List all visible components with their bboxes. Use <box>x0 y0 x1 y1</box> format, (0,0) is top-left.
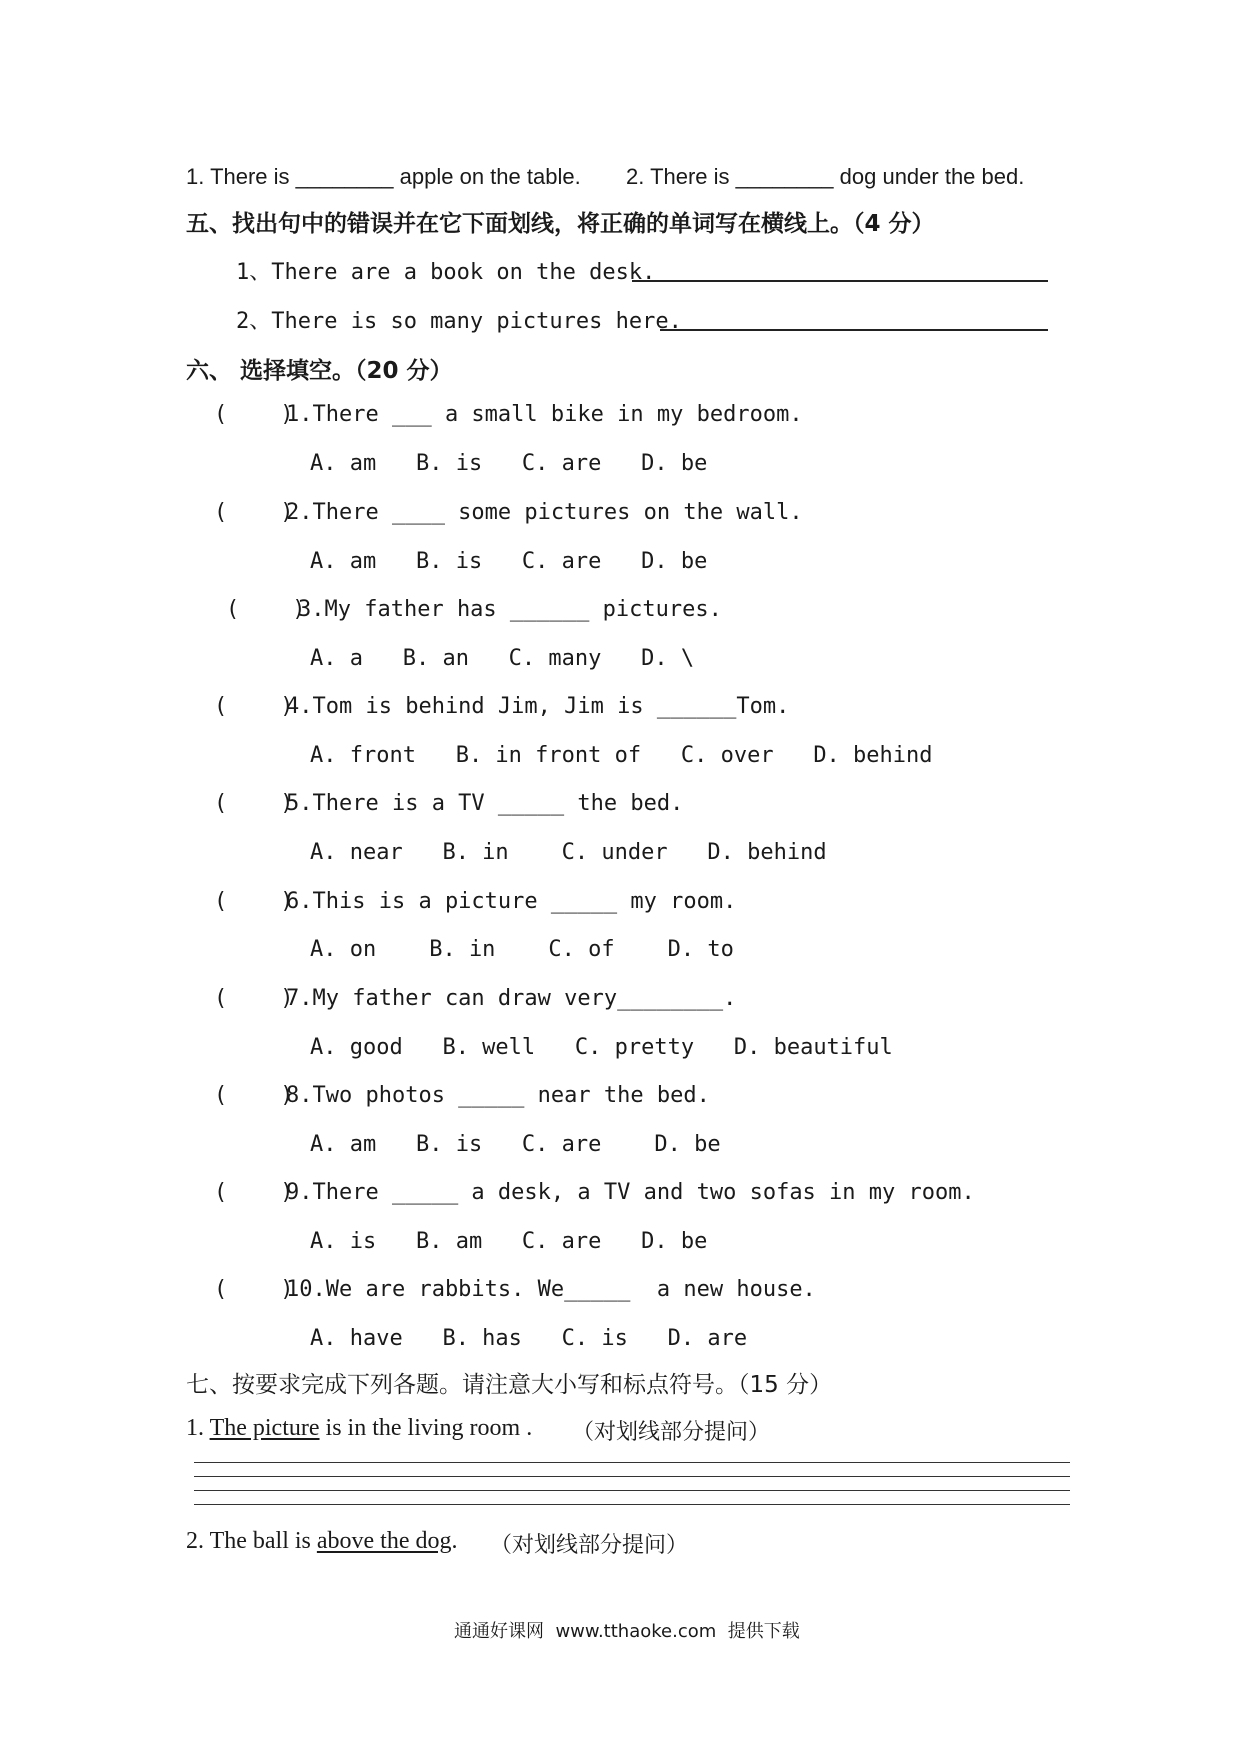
underlined-phrase: above the dog <box>316 1528 452 1554</box>
question-options: A. on B. in C. of D. to <box>310 937 734 962</box>
sentence-start: 2. The ball is <box>186 1528 317 1554</box>
answer-line-1[interactable] <box>632 280 1048 282</box>
answer-bracket[interactable]: ( ) <box>214 402 294 427</box>
question-options: A. good B. well C. pretty D. beautiful <box>310 1035 893 1060</box>
rewrite-item-2 <box>186 1528 458 1555</box>
question-options: A. am B. is C. are D. be <box>310 549 708 574</box>
fill-question-1: 1. There is ________ apple on the table. <box>186 164 581 189</box>
instruction-note: （对划线部分提问） <box>572 1420 771 1445</box>
question-options: A. is B. am C. are D. be <box>310 1229 708 1254</box>
question-options: A. have B. has C. is D. are <box>310 1326 748 1351</box>
answer-bracket[interactable]: ( ) <box>214 986 294 1011</box>
question-text: 10.We are rabbits. We_____ a new house. <box>286 1277 816 1302</box>
answer-bracket[interactable]: ( ) <box>214 1277 294 1302</box>
answer-bracket[interactable]: ( ) <box>226 597 306 622</box>
answer-bracket[interactable]: ( ) <box>214 1180 294 1205</box>
question-options: A. front B. in front of C. over D. behind <box>310 743 933 768</box>
item-number: 1. <box>186 1415 210 1441</box>
underlined-phrase: The picture <box>209 1415 320 1441</box>
answer-bracket[interactable]: ( ) <box>214 1083 294 1108</box>
question-options: A. am B. is C. are D. be <box>310 1132 721 1157</box>
section-5-heading: 五、找出句中的错误并在它下面划线，将正确的单词写在横线上。（4 分） <box>186 211 935 237</box>
answer-line[interactable] <box>194 1462 1070 1463</box>
answer-bracket[interactable]: ( ) <box>214 791 294 816</box>
answer-line-2[interactable] <box>660 329 1048 331</box>
section-6-heading: 六、 选择填空。（20 分） <box>186 358 453 384</box>
instruction-note: （对划线部分提问） <box>490 1533 689 1558</box>
answer-line[interactable] <box>194 1504 1070 1505</box>
rewrite-item-1 <box>186 1415 532 1442</box>
question-text: 3.My father has ______ pictures. <box>298 597 722 622</box>
question-text: 2.There ____ some pictures on the wall. <box>286 500 803 525</box>
sentence-rest: . <box>451 1528 458 1554</box>
question-text: 5.There is a TV _____ the bed. <box>286 791 684 816</box>
error-item-2: 2、There is so many pictures here. <box>236 309 682 334</box>
question-text: 7.My father can draw very________. <box>286 986 737 1011</box>
answer-bracket[interactable]: ( ) <box>214 889 294 914</box>
error-item-1: 1、There are a book on the desk. <box>236 260 656 285</box>
question-options: A. near B. in C. under D. behind <box>310 840 827 865</box>
answer-bracket[interactable]: ( ) <box>214 500 294 525</box>
answer-line[interactable] <box>194 1476 1070 1477</box>
question-text: 8.Two photos _____ near the bed. <box>286 1083 710 1108</box>
question-options: A. am B. is C. are D. be <box>310 451 708 476</box>
page-footer: 通通好课网 www.tthaoke.com 提供下载 <box>454 1621 800 1642</box>
sentence-rest: is in the living room . <box>319 1415 533 1441</box>
question-text: 1.There ___ a small bike in my bedroom. <box>286 402 803 427</box>
answer-bracket[interactable]: ( ) <box>214 694 294 719</box>
question-options: A. a B. an C. many D. \ <box>310 646 695 671</box>
section-7-heading: 七、按要求完成下列各题。请注意大小写和标点符号。（15 分） <box>186 1372 833 1398</box>
answer-line[interactable] <box>194 1490 1070 1491</box>
question-text: 6.This is a picture _____ my room. <box>286 889 737 914</box>
question-text: 9.There _____ a desk, a TV and two sofas in my room. <box>286 1180 975 1205</box>
fill-question-2: 2. There is ________ dog under the bed. <box>626 164 1025 189</box>
question-text: 4.Tom is behind Jim, Jim is ______Tom. <box>286 694 790 719</box>
